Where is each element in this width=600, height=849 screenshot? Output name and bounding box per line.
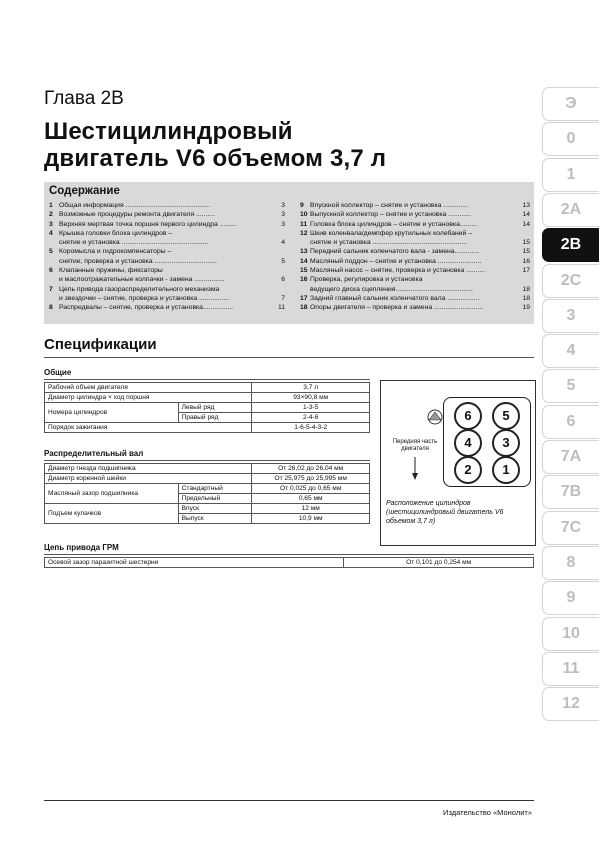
toc-item-text: Масляный поддон – снятие и установка ....................... <box>310 257 482 265</box>
camshaft-heading: Распределительный вал <box>44 449 144 458</box>
toc-item-page: 16 <box>522 257 530 265</box>
cylinder-2: 2 <box>454 456 482 484</box>
chapter-tab[interactable]: 1 <box>542 158 599 192</box>
toc-item-page: 11 <box>277 304 285 312</box>
general-rule <box>44 379 370 380</box>
right-bank-value: 2-4-6 <box>252 413 370 423</box>
toc-item <box>49 229 285 238</box>
limit-value: 0,65 мм <box>252 494 370 504</box>
toc-item-text: Возможные процедуры ремонта двигателя .......... <box>59 211 215 219</box>
toc-item <box>300 220 530 229</box>
table-row <box>45 403 370 413</box>
limit-label: Предельный <box>178 494 252 504</box>
exhaust-value: 10,9 мм <box>252 514 370 524</box>
toc-item-page: 6 <box>281 276 285 284</box>
table-row <box>45 504 370 514</box>
table-row <box>45 464 370 474</box>
toc-item-number: 11 <box>300 220 308 228</box>
cylinder-numbers-label: Номера цилиндров <box>45 403 179 423</box>
toc-item <box>300 275 530 284</box>
journal-diameter-label: Диаметр коренной шейки <box>45 474 252 484</box>
toc-item <box>300 294 530 303</box>
toc-item <box>49 285 285 294</box>
arrow-down-icon <box>411 457 419 481</box>
right-bank-label: Правый ряд <box>178 413 252 423</box>
toc-item-text: Масляный насос – снятие, проверка и установка .......... <box>310 267 486 275</box>
toc-item <box>49 266 285 275</box>
toc-item-text: снятие и установка .............................................. <box>59 239 209 247</box>
toc-item-page: 3 <box>281 220 285 228</box>
timing-chain-rule <box>44 554 534 555</box>
toc-item <box>49 220 285 229</box>
chapter-tab[interactable]: 7В <box>542 475 599 509</box>
toc-item-text: Верхняя мертвая точка поршня первого цилиндра ......... <box>59 220 237 228</box>
toc-item <box>300 247 530 256</box>
toc-item <box>300 229 530 238</box>
toc-item-text: Впускной коллектор – снятие и установка ............. <box>310 202 468 209</box>
chapter-tab[interactable]: 3 <box>542 299 599 333</box>
table-row <box>45 423 370 433</box>
toc-item-number: 10 <box>300 211 308 219</box>
toc-item-page: 14 <box>522 220 530 228</box>
toc-item-number: 15 <box>300 267 308 275</box>
toc-item-page: 4 <box>281 239 285 247</box>
toc-item-text: Общая информация ............................................. <box>59 202 211 209</box>
table-row <box>45 484 370 494</box>
toc-item-text: снятие, проверка и установка ................................. <box>59 257 217 265</box>
chapter-tab[interactable]: 6 <box>542 405 599 439</box>
cylinder-6: 6 <box>454 402 482 430</box>
toc-item <box>300 238 530 247</box>
toc-item-text: Крышка головки блока цилиндров – <box>59 229 173 237</box>
table-row <box>45 474 370 484</box>
toc-item <box>49 275 285 284</box>
engine-logo-icon <box>425 407 445 427</box>
toc-item <box>49 201 285 210</box>
left-bank-label: Левый ряд <box>178 403 252 413</box>
toc-item-page: 5 <box>281 257 285 265</box>
cylinder-5: 5 <box>492 402 520 430</box>
toc-item-text: Коромысла и гидрокомпенсаторы – <box>59 248 172 256</box>
contents-right-column <box>300 201 530 313</box>
firing-order-value: 1-6-5-4-3-2 <box>252 423 370 433</box>
toc-item-number: 7 <box>49 285 53 293</box>
left-bank-value: 1-3-5 <box>252 403 370 413</box>
toc-item <box>49 247 285 256</box>
toc-item <box>300 285 530 294</box>
toc-item-text: снятие и установка .................................................. <box>310 239 467 247</box>
toc-item-number: 17 <box>300 294 308 302</box>
toc-item-text: ведущего диска сцепления......................................... <box>310 285 473 293</box>
cylinder-layout-diagram <box>380 380 536 546</box>
intake-label: Впуск <box>178 504 252 514</box>
idler-clearance-value: От 0,101 до 0,254 мм <box>344 558 534 568</box>
toc-item-page: 7 <box>281 294 285 302</box>
chapter-tab[interactable]: 11 <box>542 652 599 686</box>
standard-value: От 0,025 до 0,65 мм <box>252 484 370 494</box>
chapter-tab[interactable]: 2А <box>542 193 599 227</box>
chapter-tab[interactable]: Э <box>542 87 599 121</box>
oil-clearance-label: Масляный зазор подшипника <box>45 484 179 504</box>
toc-item-text: Шкив коленвала/демпфер крутильных колебаний – <box>310 229 473 237</box>
table-row <box>45 383 370 393</box>
bore-stroke-label: Диаметр цилиндра × ход поршня <box>45 393 252 403</box>
toc-item-text: Распредвалы – снятие, проверка и установка................ <box>59 304 234 312</box>
toc-item-text: Опоры двигателя – проверка и замена .......................... <box>310 304 484 312</box>
table-row <box>45 558 534 568</box>
camshaft-rule <box>44 460 370 461</box>
footer-rule <box>44 800 534 801</box>
toc-item <box>49 210 285 219</box>
bore-stroke-value: 93×90,8 мм <box>252 393 370 403</box>
specs-title-rule <box>44 357 534 358</box>
toc-item-page: 19 <box>522 304 530 312</box>
bearing-diameter-label: Диаметр гнезда подшипника <box>45 464 252 474</box>
chapter-tab[interactable]: 9 <box>542 581 599 615</box>
toc-item-page: 18 <box>522 285 530 293</box>
toc-item-text: Передний сальник коленчатого вала - замена............. <box>310 248 480 256</box>
toc-item-number: 2 <box>49 211 53 219</box>
toc-item-page: 3 <box>281 211 285 219</box>
toc-item-page: 18 <box>522 294 530 302</box>
toc-item-page: 15 <box>522 248 530 256</box>
idler-clearance-label: Осевой зазор паразитной шестерни <box>45 558 344 568</box>
toc-item-text: Задний главный сальник коленчатого вала ................. <box>310 294 480 302</box>
toc-item <box>49 294 285 303</box>
chapter-tab[interactable]: 10 <box>542 617 599 651</box>
toc-item-number: 8 <box>49 304 53 312</box>
contents-title: Содержание <box>49 185 120 197</box>
chapter-tab[interactable]: 5 <box>542 369 599 403</box>
chapter-tab[interactable]: 0 <box>542 122 599 156</box>
toc-item-page: 17 <box>522 267 530 275</box>
cylinder-4: 4 <box>454 429 482 457</box>
lobe-lift-label: Подъем кулачков <box>45 504 179 524</box>
displacement-label: Рабочий объем двигателя <box>45 383 252 393</box>
timing-chain-heading: Цепь привода ГРМ <box>44 543 119 552</box>
publisher-name: Издательство «Монолит» <box>443 808 532 817</box>
toc-item-number: 1 <box>49 202 53 209</box>
chapter-tab[interactable]: 8 <box>542 546 599 580</box>
toc-item-page: 13 <box>522 202 530 209</box>
cylinder-block <box>443 397 531 487</box>
journal-diameter-value: От 25,975 до 25,995 мм <box>252 474 370 484</box>
chapter-tab[interactable]: 12 <box>542 687 599 721</box>
chapter-title-line-1: Шестицилиндровый <box>44 118 293 145</box>
displacement-value: 3,7 л <box>252 383 370 393</box>
chapter-tab[interactable]: 7А <box>542 440 599 474</box>
toc-item-number: 13 <box>300 248 308 256</box>
toc-item <box>300 210 530 219</box>
camshaft-spec-table <box>44 463 370 524</box>
toc-item-page: 3 <box>281 202 285 209</box>
chapter-tab[interactable]: 2С <box>542 264 599 298</box>
table-row <box>45 393 370 403</box>
toc-item <box>49 257 285 266</box>
specs-title: Спецификации <box>44 336 157 353</box>
firing-order-label: Порядок зажигания <box>45 423 252 433</box>
toc-item-number: 18 <box>300 304 308 312</box>
contents-box <box>44 182 534 324</box>
toc-item-text: Цепь привода газораспределительного механизма <box>59 285 220 293</box>
toc-item-number: 5 <box>49 248 53 256</box>
toc-item-text: Проверка, регулировка и установка <box>310 276 423 284</box>
chapter-tab[interactable]: 7С <box>542 511 599 545</box>
toc-item <box>49 303 285 312</box>
timing-chain-spec-table <box>44 557 534 568</box>
toc-item <box>49 238 285 247</box>
diagram-caption: Расположение цилиндров (шестицилиндровый двигатель V6 объемом 3,7 л) <box>386 500 504 525</box>
toc-item-number: 4 <box>49 229 53 237</box>
chapter-title-line-2: двигатель V6 объемом 3,7 л <box>44 145 387 172</box>
toc-item-number: 14 <box>300 257 308 265</box>
toc-item-text: и маслоотражательные колпачки - замена ................ <box>59 276 225 284</box>
cylinder-1: 1 <box>492 456 520 484</box>
cylinder-3: 3 <box>492 429 520 457</box>
chapter-label: Глава 2В <box>44 88 124 109</box>
contents-left-column <box>49 201 285 313</box>
toc-item-number: 12 <box>300 229 308 237</box>
toc-item-text: Головка блока цилиндров – снятие и установка......... <box>310 220 477 228</box>
toc-item <box>300 303 530 312</box>
toc-item-number: 9 <box>300 202 304 209</box>
toc-item <box>300 257 530 266</box>
toc-item-page: 15 <box>522 239 530 247</box>
intake-value: 12 мм <box>252 504 370 514</box>
toc-item <box>300 201 530 210</box>
general-spec-table <box>44 382 370 433</box>
engine-front-label: Передняя часть двигателя <box>392 439 438 452</box>
chapter-tab[interactable]: 2В <box>542 228 599 262</box>
exhaust-label: Выпуск <box>178 514 252 524</box>
bearing-diameter-value: От 26,02 до 26,04 мм <box>252 464 370 474</box>
toc-item-number: 6 <box>49 267 53 275</box>
toc-item-page: 14 <box>522 211 530 219</box>
toc-item-text: Выпускной коллектор – снятие и установка ............ <box>310 211 471 219</box>
general-heading: Общие <box>44 368 72 377</box>
chapter-tab[interactable]: 4 <box>542 334 599 368</box>
toc-item-number: 16 <box>300 276 308 284</box>
toc-item-text: Клапанные пружины, фиксаторы <box>59 267 163 275</box>
standard-label: Стандартный <box>178 484 252 494</box>
toc-item-text: и звездочки – снятие, проверка и установка ................ <box>59 294 230 302</box>
toc-item <box>300 266 530 275</box>
toc-item-number: 3 <box>49 220 53 228</box>
